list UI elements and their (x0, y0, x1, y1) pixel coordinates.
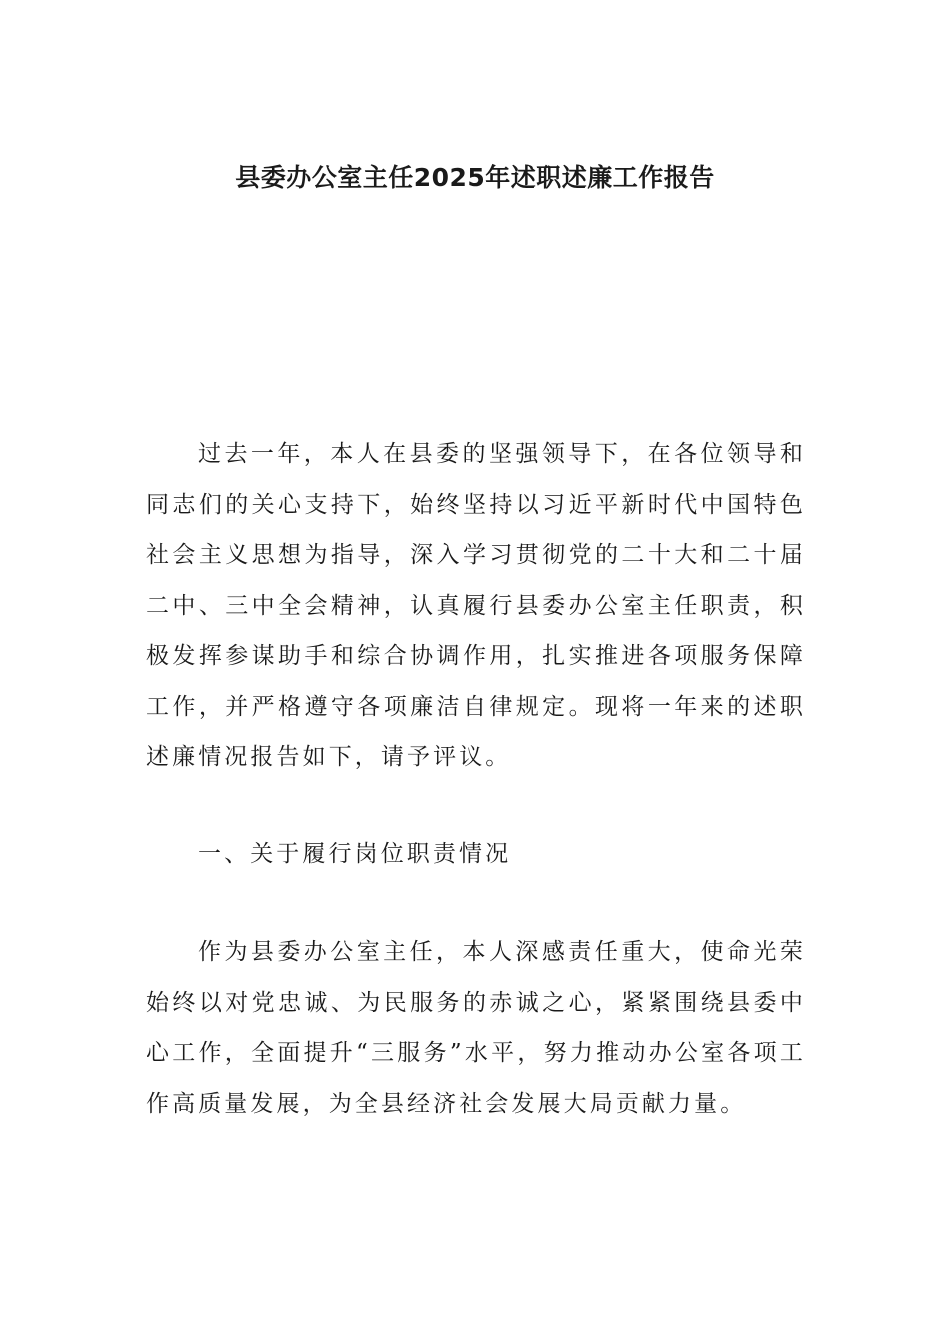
body-paragraph: 作为县委办公室主任，本人深感责任重大，使命光荣始终以对党忠诚、为民服务的赤诚之心，紧紧围绕县委中心工作，全面提升“三服务”水平，努力推动办公室各项工作高质量发展，为全县经济社会发展大局贡献力量。 (146, 939, 806, 1117)
document-title: 县委办公室主任2025年述职述廉工作报告 (235, 163, 715, 192)
section-heading: 一、关于履行岗位职责情况 (198, 841, 512, 867)
intro-paragraph: 过去一年，本人在县委的坚强领导下，在各位领导和同志们的关心支持下，始终坚持以习近平新时代中国特色社会主义思想为指导，深入学习贯彻党的二十大和二十届二中、三中全会精神，认真履行县委办公室主任职责，积极发挥参谋助手和综合协调作用，扎实推进各项服务保障工作，并严格遵守各项廉洁自律规定。现将一年来的述职述廉情况报告如下，请予评议。 (146, 441, 806, 770)
